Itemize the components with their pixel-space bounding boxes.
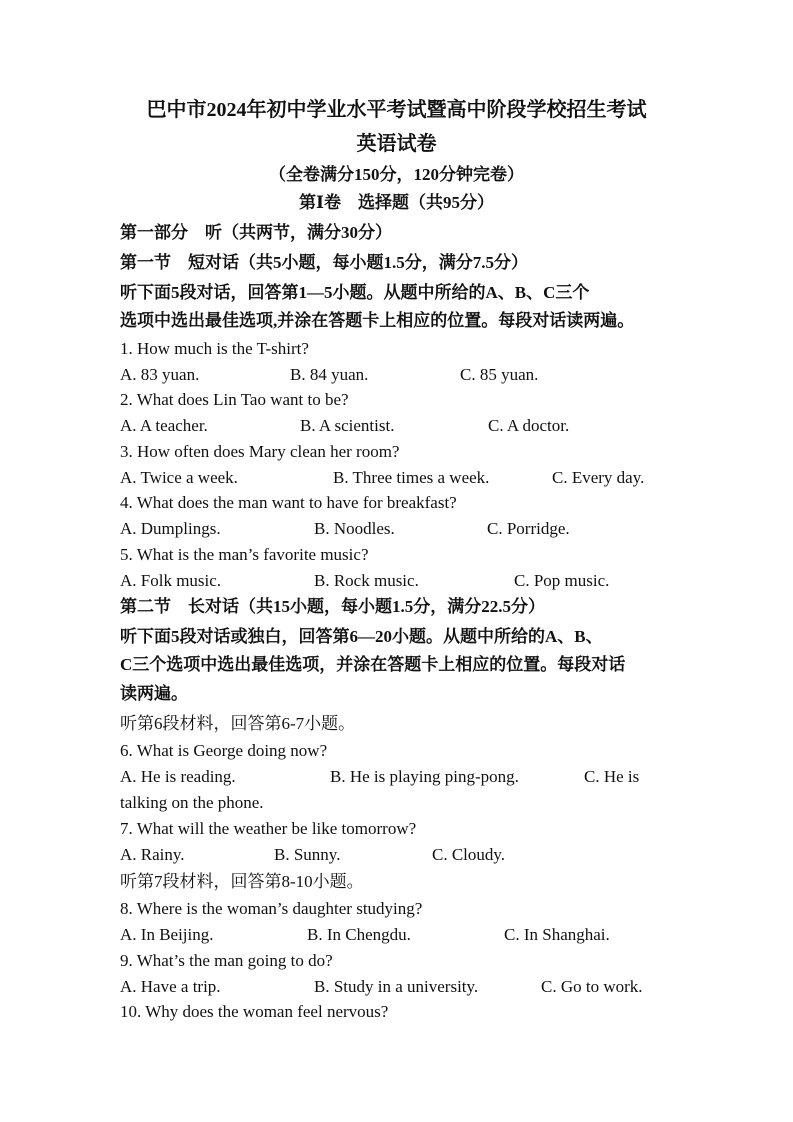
part1-heading: 第一部分 听（共两节，满分30分） [120,223,392,242]
question-6: 6. What is George doing now? [120,741,328,760]
exam-subject: 英语试卷 [356,133,437,155]
q4-option-a: A. Dumplings. [120,519,221,538]
q8-option-b: B. In Chengdu. [307,925,411,944]
q1-option-c: C. 85 yuan. [460,365,539,384]
question-7: 7. What will the weather be like tomorrow? [120,819,417,838]
q4-option-b: B. Noodles. [314,519,395,538]
q8-option-c: C. In Shanghai. [504,925,610,944]
q3-option-a: A. Twice a week. [120,468,238,487]
section2-instruction: 听下面5段对话或独白，回答第6—20小题。从题中所给的A、B、 [120,627,603,646]
q1-option-a: A. 83 yuan. [120,365,200,384]
question-8: 8. Where is the woman’s daughter studying? [120,899,423,918]
section2-instruction-cont: C三个选项中选出最佳选项，并涂在答题卡上相应的位置。每段对话 [120,655,626,674]
section1-heading: 第一节 短对话（共5小题，每小题1.5分，满分7.5分） [120,253,528,272]
q5-option-a: A. Folk music. [120,571,222,590]
q3-option-b: B. Three times a week. [333,468,490,487]
q7-option-b: B. Sunny. [274,845,341,864]
question-4: 4. What does the man want to have for breakfast? [120,493,457,512]
q5-option-b: B. Rock music. [314,571,419,590]
q2-option-a: A. A teacher. [120,416,208,435]
q6-option-c: C. He is [584,767,640,786]
question-2: 2. What does Lin Tao want to be? [120,390,349,409]
material-6-note: 听第6段材料，回答第6-7小题。 [120,714,356,733]
q1-option-b: B. 84 yuan. [290,365,369,384]
q8-option-a: A. In Beijing. [120,925,214,944]
q6-option-c-cont: talking on the phone. [120,793,264,812]
q6-option-a: A. He is reading. [120,767,236,786]
question-10: 10. Why does the woman feel nervous? [120,1002,389,1021]
q5-option-c: C. Pop music. [514,571,610,590]
q4-option-c: C. Porridge. [487,519,570,538]
q9-option-b: B. Study in a university. [314,977,479,996]
question-3: 3. How often does Mary clean her room? [120,442,400,461]
volume-heading: 第Ⅰ卷 选择题（共95分） [299,193,494,212]
q3-option-c: C. Every day. [552,468,645,487]
exam-note: （全卷满分150分，120分钟完卷） [269,165,524,184]
q2-option-b: B. A scientist. [300,416,395,435]
question-5: 5. What is the man’s favorite music? [120,545,369,564]
question-9: 9. What’s the man going to do? [120,951,333,970]
section1-instruction-cont: 选项中选出最佳选项,并涂在答题卡上相应的位置。每段对话读两遍。 [120,311,635,330]
q9-option-c: C. Go to work. [541,977,643,996]
q7-option-c: C. Cloudy. [432,845,506,864]
q2-option-c: C. A doctor. [488,416,570,435]
q9-option-a: A. Have a trip. [120,977,221,996]
material-7-note: 听第7段材料，回答第8-10小题。 [120,872,364,891]
q7-option-a: A. Rainy. [120,845,185,864]
section1-instruction: 听下面5段对话，回答第1—5小题。从题中所给的A、B、C三个 [120,283,590,302]
exam-title: 巴中市2024年初中学业水平考试暨高中阶段学校招生考试 [146,99,647,121]
section2-instruction-end: 读两遍。 [120,684,188,703]
section2-heading: 第二节 长对话（共15小题，每小题1.5分，满分22.5分） [120,597,545,616]
question-1: 1. How much is the T-shirt? [120,339,309,358]
q6-option-b: B. He is playing ping-pong. [330,767,519,786]
